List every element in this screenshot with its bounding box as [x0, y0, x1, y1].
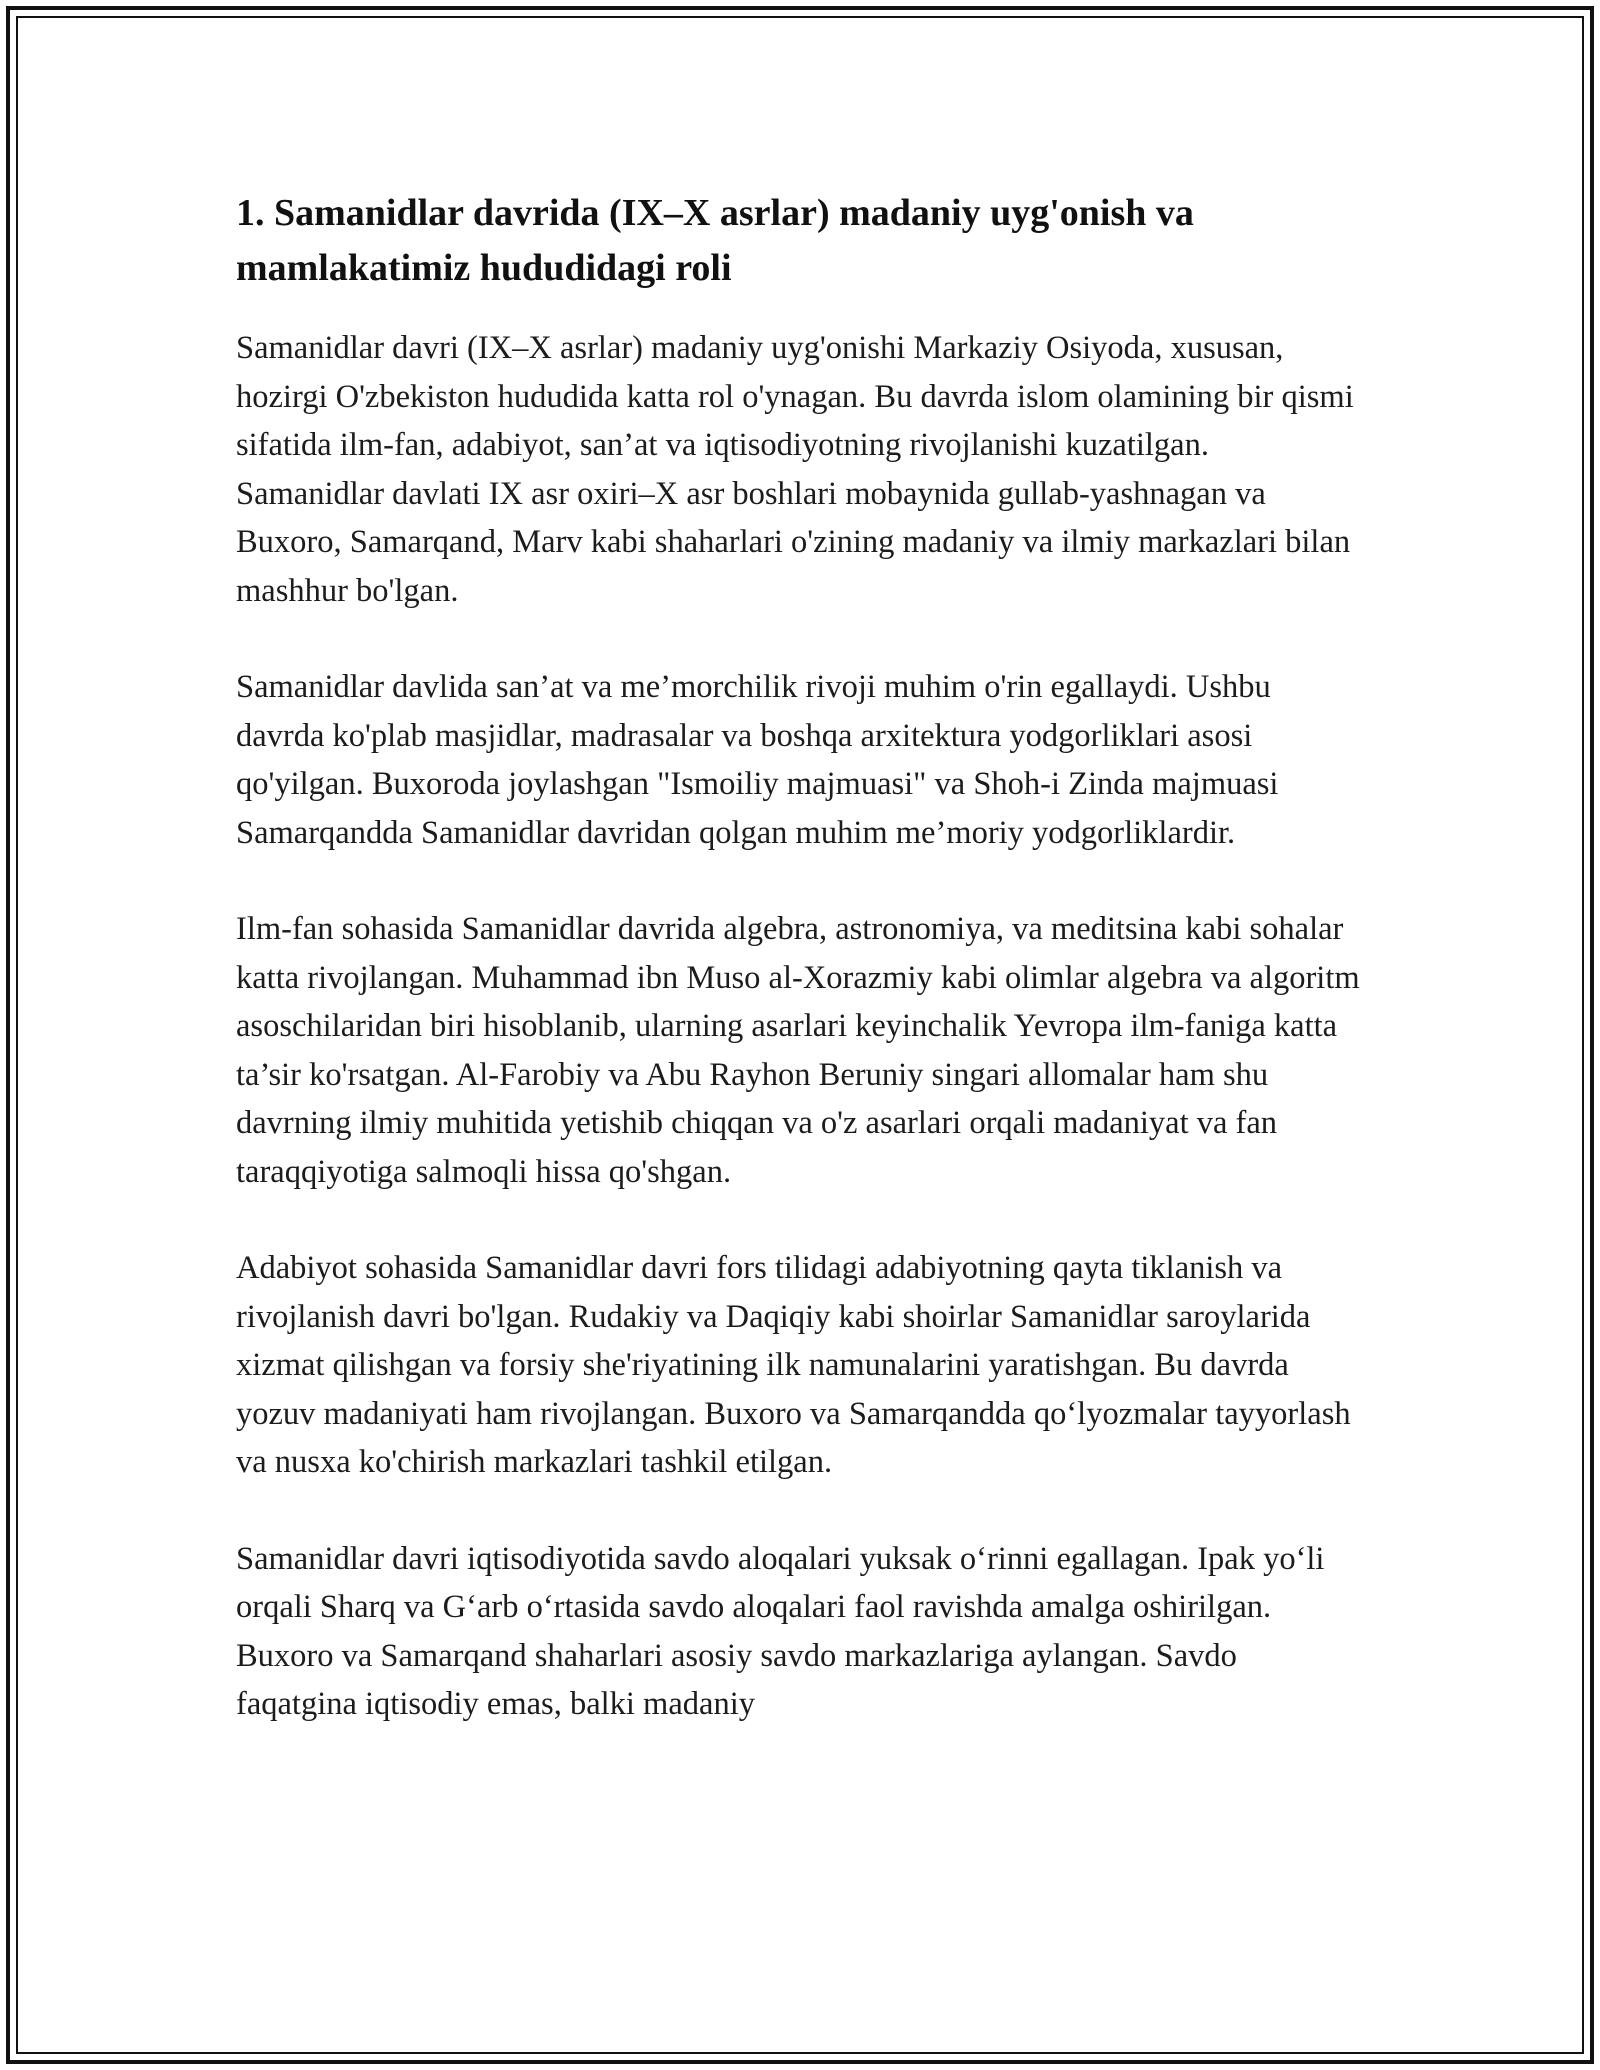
paragraph-economy: Samanidlar davri iqtisodiyotida savdo aloqalari yuksak o‘rinni egallagan. Ipak yo‘li orqali Sharq va G‘arb o‘rtasida savdo aloqalari faol ravishda amalga oshirilgan. Buxoro va Samarqand shaharlari asosiy savdo markazlariga aylangan. Savdo faqatgina iqtisodiy emas, balki madaniy [236, 1540, 1325, 1722]
paragraph-science: Ilm-fan sohasida Samanidlar davrida algebra, astronomiya, va meditsina kabi sohalar katta rivojlangan. Muhammad ibn Muso al-Xorazmiy kabi olimlar algebra va algoritm asoschilaridan biri hisoblanib, ularning asarlari keyinchalik Yevropa ilm-faniga katta ta’sir ko'rsatgan. Al-Farobiy va Abu Rayhon Beruniy singari allomalar ham shu davrning ilmiy muhitida yetishib chiqqan va o'z asarlari orqali madaniyat va fan taraqqiyotiga salmoqli hissa qo'shgan. [236, 911, 1360, 1190]
document-body [236, 186, 1364, 1777]
paragraph-architecture: Samanidlar davlida san’at va me’morchilik rivoji muhim o'rin egallaydi. Ushbu davrda ko'plab masjidlar, madrasalar va boshqa arxitektura yodgorliklari asosi qo'yilgan. Buxoroda joylashgan "Ismoiliy majmuasi" va Shoh-i Zinda majmuasi Samarqandda Samanidlar davridan qolgan muhim me’moriy yodgorliklardir. [236, 669, 1279, 851]
paragraph-literature: Adabiyot sohasida Samanidlar davri fors tilidagi adabiyotning qayta tiklanish va rivojlanish davri bo'lgan. Rudakiy va Daqiqiy kabi shoirlar Samanidlar saroylarida xizmat qilishgan va forsiy she'riyatining ilk namunalarini yaratishgan. Bu davrda yozuv madaniyati ham rivojlangan. Buxoro va Samarqandda qo‘lyozmalar tayyorlash va nusxa ko'chirish markazlari tashkil etilgan. [236, 1250, 1351, 1480]
section-title: 1. Samanidlar davrida (IX–X asrlar) madaniy uyg'onish va mamlakatimiz hududidagi roli [236, 192, 1194, 289]
paragraph-intro: Samanidlar davri (IX–X asrlar) madaniy uyg'onishi Markaziy Osiyoda, xususan, hozirgi O'zbekiston hududida katta rol o'ynagan. Bu davrda islom olamining bir qismi sifatida ilm-fan, adabiyot, san’at va iqtisodiyotning rivojlanishi kuzatilgan. Samanidlar davlati IX asr oxiri–X asr boshlari mobaynida gullab-yashnagan va Buxoro, Samarqand, Marv kabi shaharlari o'zining madaniy va ilmiy markazlari bilan mashhur bo'lgan. [236, 330, 1354, 609]
